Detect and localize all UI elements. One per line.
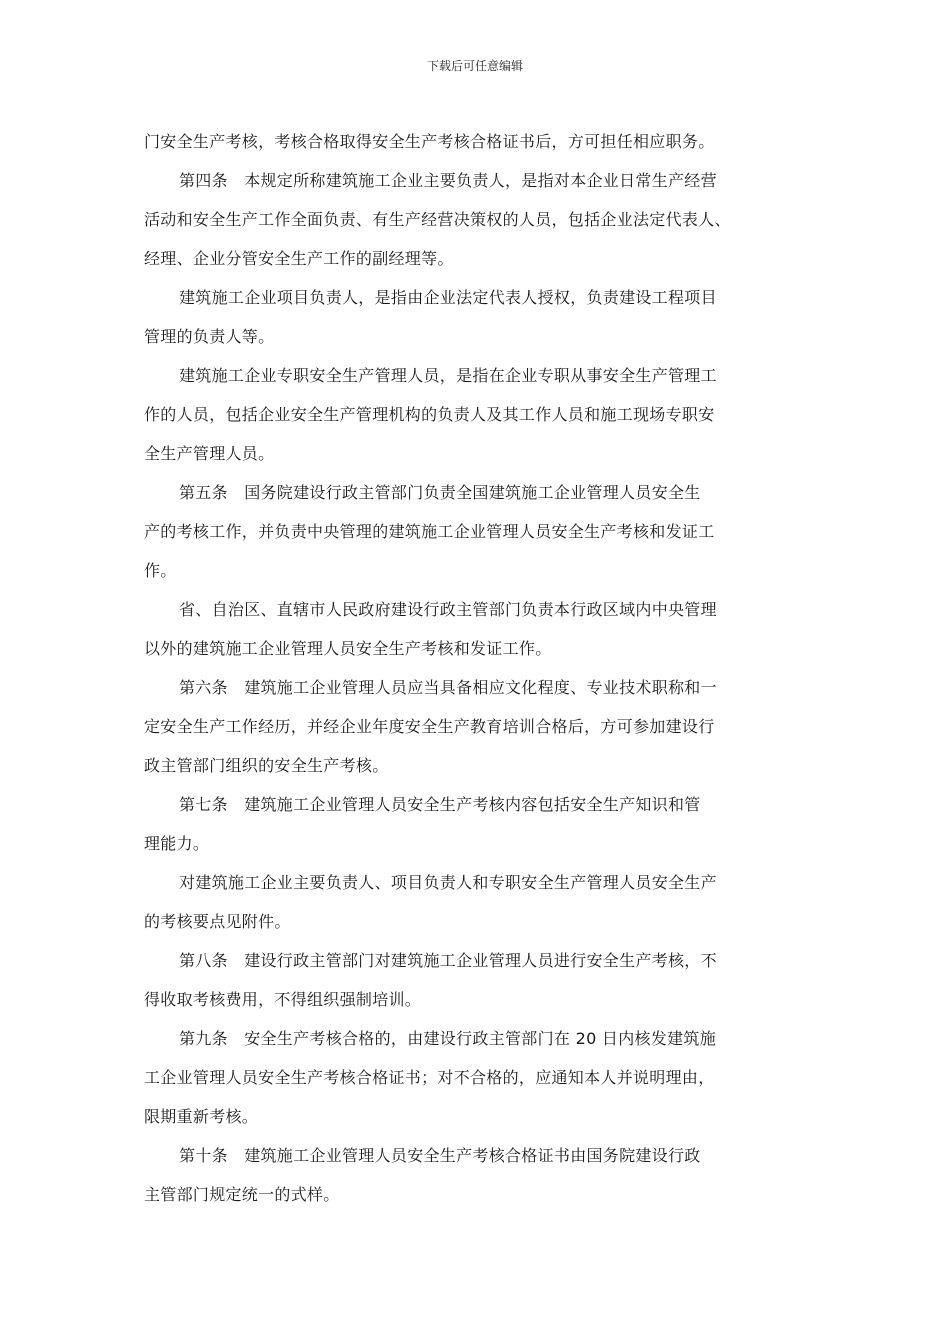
page-header-note: 下载后可任意编辑 [426, 59, 523, 73]
text-line: 第九条 安全生产考核合格的，由建设行政主管部门在 20 日内核发建筑施 [179, 1029, 717, 1048]
text-line: 定安全生产工作经历，并经企业年度安全生产教育培训合格后，方可参加建设行 [144, 717, 715, 736]
text-line: 经理、企业分管安全生产工作的副经理等。 [144, 249, 454, 268]
document-body [144, 122, 784, 1214]
text-line: 活动和安全生产工作全面负责、有生产经营决策权的人员，包括企业法定代表人、 [144, 210, 731, 229]
text-line: 以外的建筑施工企业管理人员安全生产考核和发证工作。 [144, 639, 552, 658]
text-line: 作的人员，包括企业安全生产管理机构的负责人及其工作人员和施工现场专职安 [144, 405, 715, 424]
text-line: 政主管部门组织的安全生产考核。 [144, 756, 389, 775]
text-line: 作。 [144, 561, 177, 580]
text-line: 得收取考核费用，不得组织强制培训。 [144, 990, 422, 1009]
text-line: 门安全生产考核，考核合格取得安全生产考核合格证书后，方可担任相应职务。 [144, 132, 715, 151]
text-line: 第十条 建筑施工企业管理人员安全生产考核合格证书由国务院建设行政 [179, 1146, 701, 1165]
text-line: 第七条 建筑施工企业管理人员安全生产考核内容包括安全生产知识和管 [179, 795, 701, 814]
text-line: 第五条 国务院建设行政主管部门负责全国建筑施工企业管理人员安全生 [179, 483, 701, 502]
text-line: 全生产管理人员。 [144, 444, 275, 463]
text-line: 的考核要点见附件。 [144, 912, 291, 931]
text-line: 第八条 建设行政主管部门对建筑施工企业管理人员进行安全生产考核，不 [179, 951, 717, 970]
text-line: 工企业管理人员安全生产考核合格证书；对不合格的，应通知本人并说明理由， [144, 1068, 715, 1087]
text-line: 产的考核工作，并负责中央管理的建筑施工企业管理人员安全生产考核和发证工 [144, 522, 715, 541]
text-line: 对建筑施工企业主要负责人、项目负责人和专职安全生产管理人员安全生产 [179, 873, 717, 892]
text-line: 建筑施工企业项目负责人，是指由企业法定代表人授权，负责建设工程项目 [179, 288, 717, 307]
text-line: 限期重新考核。 [144, 1107, 259, 1126]
text-line: 第四条 本规定所称建筑施工企业主要负责人，是指对本企业日常生产经营 [179, 171, 717, 190]
text-line: 省、自治区、直辖市人民政府建设行政主管部门负责本行政区域内中央管理 [179, 600, 717, 619]
text-line: 第六条 建筑施工企业管理人员应当具备相应文化程度、专业技术职称和一 [179, 678, 717, 697]
text-line: 主管部门规定统一的式样。 [144, 1185, 340, 1204]
text-line: 管理的负责人等。 [144, 327, 275, 346]
text-line: 理能力。 [144, 834, 210, 853]
text-line: 建筑施工企业专职安全生产管理人员，是指在企业专职从事安全生产管理工 [179, 366, 717, 385]
